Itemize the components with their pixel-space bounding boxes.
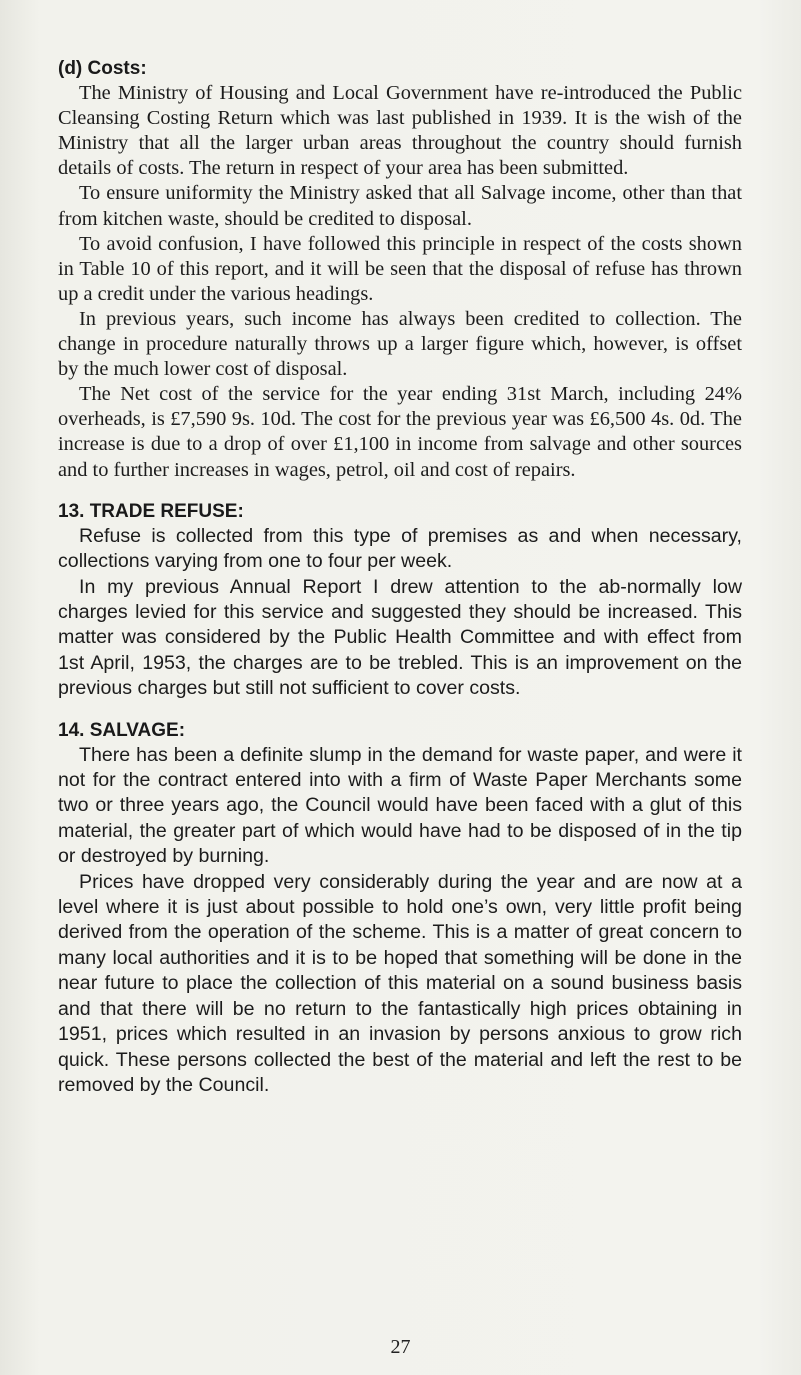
costs-paragraph-4: In previous years, such income has always been credited to collection. The change in procedure naturally throws up a larger figure which, however, is offset by the much lower cost of disposal. — [58, 307, 742, 381]
costs-section — [58, 56, 742, 483]
salvage-paragraph-2: Prices have dropped very considerably during the year and are now at a level where it is just about possible to hold one’s own, very little profit being derived from the operation of the scheme. This is a matter of great concern to many local authorities and it is to be hoped that something will be done in the near future to place the collection of this material on a sound business basis and that there will be no return to the fantastically high prices obtaining in 1951, prices which resulted in an invasion by persons anxious to grow rich quick. These persons collected the best of the material and left the rest to be removed by the Council. — [58, 870, 742, 1096]
salvage-section — [58, 718, 742, 1099]
trade-refuse-paragraph-2: In my previous Annual Report I drew attention to the ab-normally low charges levied for this service and suggested they should be increased. This matter was considered by the Public Health Committee and with effect from 1st April, 1953, the charges are to be trebled. This is an improvement on the previous charges but still not sufficient to cover costs. — [58, 575, 742, 700]
costs-paragraph-3: To avoid confusion, I have followed this principle in respect of the costs shown in Table 10 of this report, and it will be seen that the disposal of refuse has thrown up a credit under the various headings. — [58, 232, 742, 305]
trade-refuse-paragraph-1: Refuse is collected from this type of premises as and when necessary, collections varying from one to four per week. — [58, 524, 742, 573]
costs-heading: (d) Costs: — [58, 58, 147, 79]
costs-paragraph-1: The Ministry of Housing and Local Government have re-introduced the Public Cleansing Costing Return which was last published in 1939. It is the wish of the Ministry that all the larger urban areas throughout the country should furnish details of costs. The return in respect of your area has been submitted. — [58, 82, 742, 180]
costs-paragraph-2: To ensure uniformity the Ministry asked that all Salvage income, other than that from kitchen waste, should be credited to disposal. — [58, 182, 742, 230]
page-content — [58, 56, 742, 1098]
trade-refuse-section — [58, 499, 742, 702]
trade-refuse-heading: 13. TRADE REFUSE: — [58, 500, 244, 522]
salvage-heading: 14. SALVAGE: — [58, 719, 186, 741]
costs-paragraph-5: The Net cost of the service for the year ending 31st March, including 24% overheads, is £7,590 9s. 10d. The cost for the previous year was £6,500 4s. 0d. The increase is due to a drop of over £1,100 in income from salvage and other sources and to further increases in wages, petrol, oil and cost of repairs. — [58, 383, 742, 481]
page-number: 27 — [390, 1336, 411, 1358]
salvage-paragraph-1: There has been a definite slump in the demand for waste paper, and were it not for the contract entered into with a firm of Waste Paper Merchants some two or three years ago, the Council would have been faced with a glut of this material, the greater part of which would have had to be disposed of in the tip or destroyed by burning. — [58, 743, 742, 868]
